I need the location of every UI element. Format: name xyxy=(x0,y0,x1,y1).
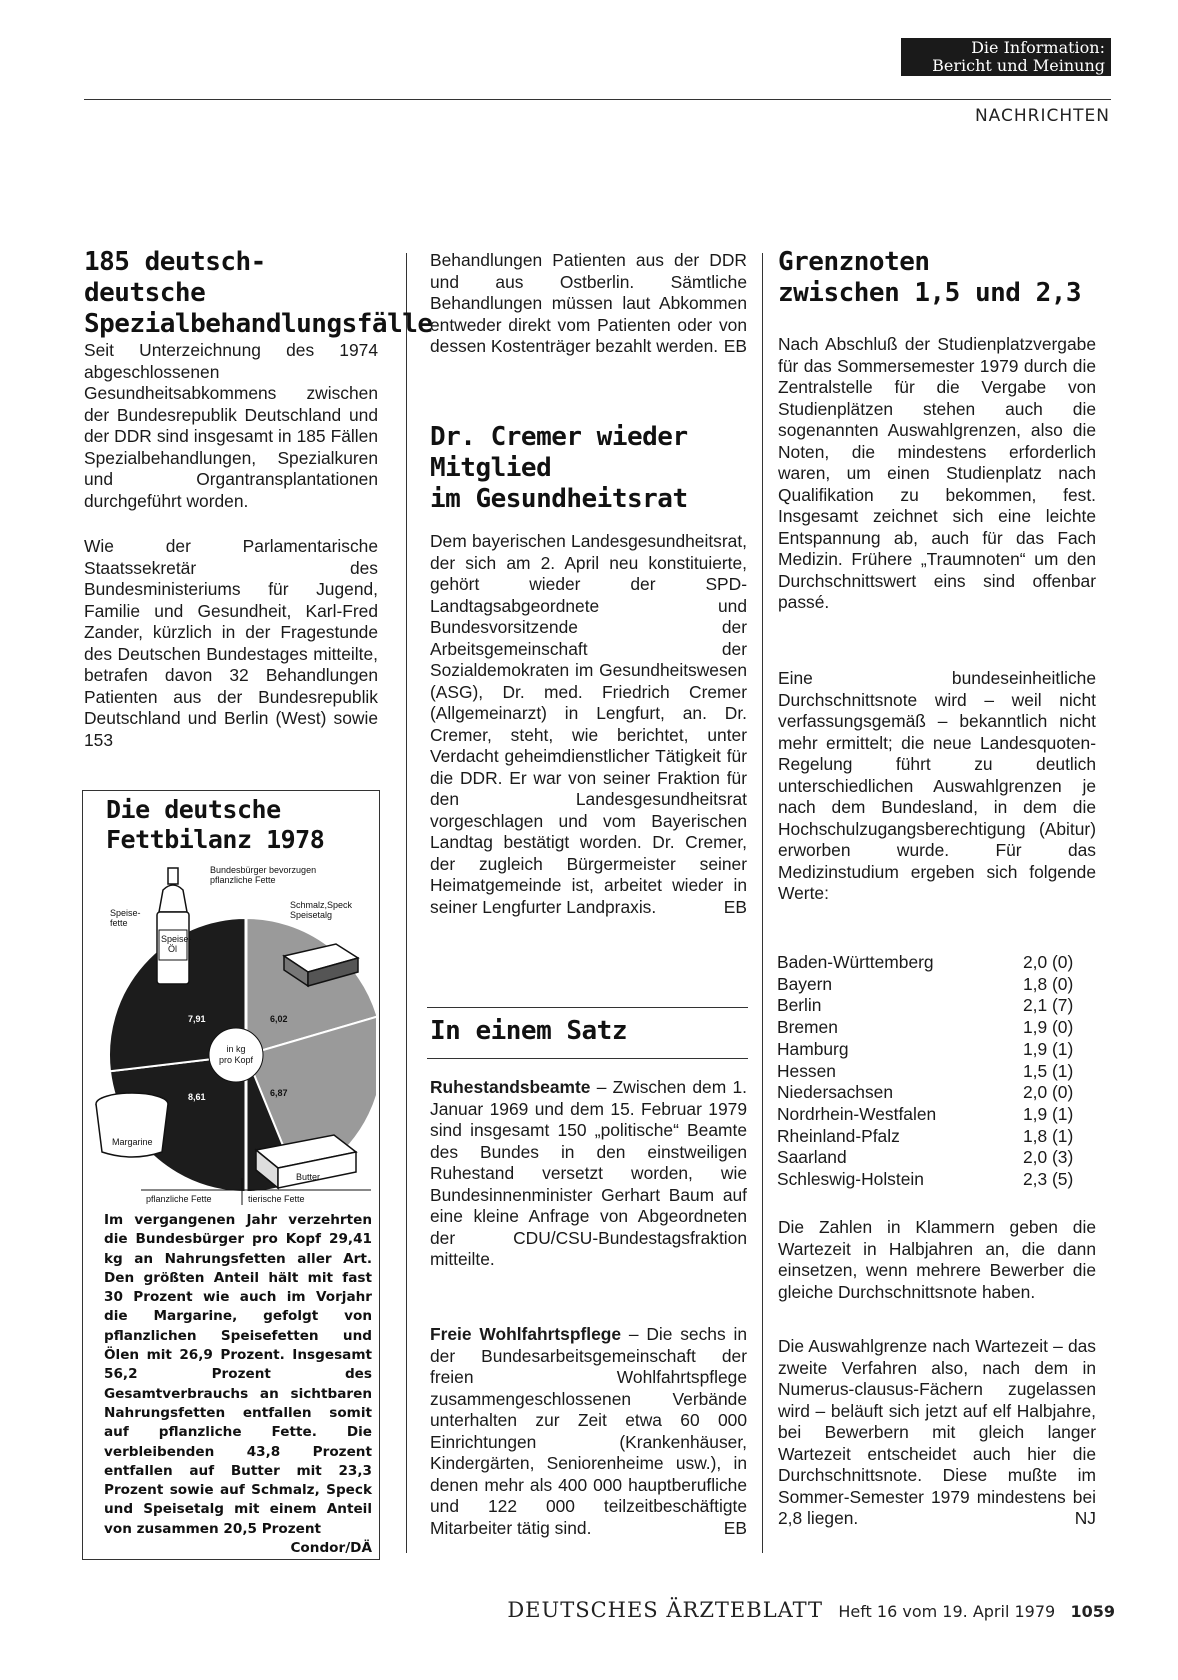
cremer-body xyxy=(430,531,747,918)
grades-value: 2,0 (3) xyxy=(1023,1147,1074,1168)
satz-item-ruhestand-text: – Zwischen dem 1. Januar 1969 und dem 15. Februar 1979 sind insgesamt 150 „politische“ Beamte des Bundes in den einstweiligen Ruhestand versetzt worden, wie Bundesinnenminister Gerhart Baum auf eine kleine Anfrage von Abgeordneten der CDU/CSU-Bundestagsfraktion mitteilte. xyxy=(430,1077,747,1269)
badge-line-1: Die Information: xyxy=(971,38,1105,57)
satz-item-wohlfahrt xyxy=(430,1324,747,1539)
note-top-line-1: Bundesbürger bevorzugen xyxy=(210,865,317,875)
grades-value: 1,9 (0) xyxy=(1023,1017,1074,1038)
satz-rule-bottom xyxy=(427,1058,748,1059)
header-rule xyxy=(84,99,1111,100)
grades-land: Saarland xyxy=(777,1147,847,1168)
grades-land: Nordrhein-Westfalen xyxy=(777,1103,937,1124)
grades-value: 1,5 (1) xyxy=(1023,1060,1074,1081)
satz-item-ruhestand xyxy=(430,1077,747,1271)
fettbilanz-chart xyxy=(86,860,376,1205)
headline-spezial-line-2: Spezialbehandlungsfälle xyxy=(84,309,433,339)
note-top-line-2: pflanzliche Fette xyxy=(210,875,276,885)
grades-row xyxy=(777,995,1095,1017)
grades-row xyxy=(777,974,1095,996)
satz-item-wohlfahrt-runin: Freie Wohlfahrtspflege xyxy=(430,1324,622,1344)
grenznoten-paragraph-4 xyxy=(778,1336,1096,1530)
satz-signature: EB xyxy=(723,1517,747,1538)
grades-value: 2,0 (0) xyxy=(1023,952,1074,972)
fettbilanz-caption xyxy=(104,1211,372,1558)
headline-grenznoten-line-1: Grenznoten xyxy=(778,247,930,277)
value-label-speiseoel: 7,91 xyxy=(188,1014,206,1024)
pie-center-label-1: in kg xyxy=(226,1044,246,1054)
grades-row xyxy=(777,1061,1095,1083)
grades-table xyxy=(777,952,1095,1191)
grades-row xyxy=(777,1169,1095,1191)
headline-cremer-line-1: Dr. Cremer wieder xyxy=(430,422,688,452)
grades-value: 1,8 (1) xyxy=(1023,1125,1074,1146)
grenznoten-paragraph-2: Eine bundeseinheitliche Durchschnittsnote wird – weil nicht verfassungsgemäß – bekanntlich nicht mehr ermittelt; die neue Landesquoten-Regelung führt zu deutlich unterschiedlichen Auswahlgrenzen je nach dem Bundesland, in dem die Hochschulzugangsberechtigung (Abitur) erworben wurde. Für das Medizinstudium ergeben sich folgende Werte: xyxy=(778,668,1096,903)
value-label-margarine: 8,61 xyxy=(188,1092,206,1102)
spezial-continuation-text: Behandlungen Patienten aus der DDR und aus Ostberlin. Sämtliche Behandlungen müssen laut Abkommen entweder direkt vom Patienten oder von dessen Kostenträger bezahlt werden. xyxy=(430,250,747,356)
section-badge xyxy=(901,38,1111,76)
headline-grenznoten-line-2: zwischen 1,5 und 2,3 xyxy=(778,278,1082,308)
grades-row xyxy=(777,1147,1095,1169)
grades-value: 2,0 (0) xyxy=(1023,1082,1074,1103)
grades-value: 2,3 (5) xyxy=(1023,1169,1074,1190)
grades-land: Niedersachsen xyxy=(777,1082,894,1103)
headline-cremer xyxy=(430,422,750,515)
pie-center-label-2: pro Kopf xyxy=(218,1055,254,1065)
cremer-signature: EB xyxy=(723,896,747,917)
grades-land: Schleswig-Holstein xyxy=(777,1169,924,1190)
section-label: NACHRICHTEN xyxy=(974,106,1110,126)
spezial-signature: EB xyxy=(723,336,747,356)
oil-bottle-icon xyxy=(157,868,189,984)
fettbilanz-title-line-1: Die deutsche xyxy=(106,795,281,824)
headline-spezial-line-1: 185 deutsch-deutsche xyxy=(84,247,266,308)
value-label-butter: 6,87 xyxy=(270,1088,288,1098)
fettbilanz-title-line-2: Fettbilanz 1978 xyxy=(106,825,325,854)
grades-value: 1,9 (1) xyxy=(1023,1038,1074,1059)
spezial-paragraph-2: Wie der Parlamentarische Staatssekretär des Bundesministeriums für Jugend, Familie und Gesundheit, Karl-Fred Zander, kürzlich in der Fragestunde des Deutschen Bundestages mitteilte, betrafen davon 32 Behandlungen Patienten aus der Bundesrepublik Deutschland und Berlin (West) sowie 153 xyxy=(84,536,378,750)
grades-land: Bremen xyxy=(777,1017,838,1038)
page-footer xyxy=(460,1598,1115,1622)
grades-row xyxy=(777,1082,1095,1104)
footer-page-number: 1059 xyxy=(1070,1602,1115,1621)
satz-rule-top xyxy=(427,1007,748,1008)
label-schmalz-1: Schmalz,Speck xyxy=(290,900,353,910)
label-butter: Butter xyxy=(296,1172,321,1182)
label-speisefette-1: Speise- xyxy=(110,908,141,918)
headline-satz: In einem Satz xyxy=(430,1016,627,1046)
fettbilanz-caption-text: Im vergangenen Jahr verzehrten die Bundesbürger pro Kopf 29,41 kg an Nahrungsfetten aller Art. Den größten Anteil hält mit fast 30 Prozent wie auch im Vorjahr die Margarine, gefolgt von pflanzlichen Speisefetten und Ölen mit 26,9 Prozent. Insgesamt 56,2 Prozent des Gesamtverbrauchs an sichtbaren Nahrungsfetten entfallen somit auf pflanzliche Fette. Die verbleibenden 43,8 Prozent entfallen auf Butter mit 23,3 Prozent sowie auf Schmalz, Speck und Speisetalg mit einem Anteil von zusammen 20,5 Prozent xyxy=(104,1212,372,1537)
badge-line-2: Bericht und Meinung xyxy=(932,56,1105,75)
grades-land: Berlin xyxy=(777,995,822,1016)
legend-plant: pflanzliche Fette xyxy=(146,1194,212,1204)
headline-cremer-line-2: Mitglied xyxy=(430,453,552,483)
value-label-schmalz: 6,02 xyxy=(270,1014,288,1024)
satz-item-ruhestand-runin: Ruhestandsbeamte xyxy=(430,1077,591,1097)
footer-journal: DEUTSCHES ÄRZTEBLATT xyxy=(507,1598,824,1622)
grades-value: 2,1 (7) xyxy=(1023,995,1074,1016)
grades-row xyxy=(777,1017,1095,1039)
grades-land: Rheinland-Pfalz xyxy=(777,1125,900,1146)
label-speisefette-2: fette xyxy=(110,918,128,928)
grades-land: Hessen xyxy=(777,1060,836,1081)
grades-land: Bayern xyxy=(777,973,833,994)
column-rule-right xyxy=(762,253,763,1553)
label-margarine: Margarine xyxy=(112,1137,153,1147)
label-schmalz-2: Speisetalg xyxy=(290,910,333,920)
column-rule-left xyxy=(406,253,407,1553)
grenznoten-signature: NJ xyxy=(1074,1508,1096,1528)
grades-value: 1,9 (1) xyxy=(1023,1103,1074,1124)
satz-item-wohlfahrt-text: – Die sechs in der Bundesarbeitsgemeinschaft der freien Wohlfahrtspflege zusammengeschlossenen Verbände unterhalten zur Zeit etwa 60 000 Einrichtungen (Krankenhäuser, Kindergärten, Seniorenheime usw.), in denen mehr als 400 000 hauptberufliche und 122 000 teilzeitbeschäftigte Mitarbeiter tätig sind. xyxy=(430,1324,747,1538)
grenznoten-paragraph-4-text: Die Auswahlgrenze nach Wartezeit – das zweite Verfahren also, nach dem in Numerus-clausus-Fächern zugelassen wird – beläuft sich jetzt auf elf Halbjahre, bei Bewerbern mit gleich langer Wartezeit entscheidet auch hier die Durchschnittsnote. Diese mußte im Sommer-Semester 1979 mindestens bei 2,8 liegen. xyxy=(778,1336,1096,1528)
grenznoten-paragraph-3: Die Zahlen in Klammern geben die Wartezeit in Halbjahren an, die dann einsetzen, wenn mehrere Bewerber die gleiche Durchschnittsnote haben. xyxy=(778,1217,1096,1302)
label-speiseoel-2: Öl xyxy=(168,944,177,954)
spezial-continuation xyxy=(430,250,747,358)
label-speiseoel-1: Speise- xyxy=(161,934,192,944)
headline-grenznoten xyxy=(778,247,1108,309)
grades-row xyxy=(777,1104,1095,1126)
grenznoten-paragraph-1: Nach Abschluß der Studienplatzvergabe für das Sommersemester 1979 durch die Zentralstelle für die Vergabe von Studienplätzen stehen auch die sogenannten Auswahlgrenzen, also die Noten, die mindestens erforderlich waren, um einen Studienplatz nach Qualifikation zu bekommen, fest. Insgesamt zeichnet sich eine leichte Entspannung ab, auch für das Fach Medizin. Frühere „Traumnoten“ um den Durchschnittswert eins sind offenbar passé. xyxy=(778,334,1096,612)
grades-land: Hamburg xyxy=(777,1038,849,1059)
grades-land: Baden-Württemberg xyxy=(777,952,934,972)
fettbilanz-credit: Condor/DÄ xyxy=(290,1540,372,1557)
headline-cremer-line-3: im Gesundheitsrat xyxy=(430,484,688,514)
footer-issue: Heft 16 vom 19. April 1979 xyxy=(838,1602,1056,1621)
grades-value: 1,8 (0) xyxy=(1023,973,1074,994)
cremer-body-text: Dem bayerischen Landesgesundheitsrat, der sich am 2. April neu konstituierte, gehört wieder der SPD-Landtagsabgeordnete und Bundesvorsitzende der Arbeitsgemeinschaft der Sozialdemokraten im Gesundheitswesen (ASG), Dr. med. Friedrich Cremer (Allgemeinarzt) in Lengfurt, an. Dr. Cremer, steht, wie berichtet, unter Verdacht geheimdienstlicher Tätigkeit für die DDR. Er war von seiner Fraktion für den Landesgesundheitsrat vorgeschlagen und vom Bayerischen Landtag bestätigt worden. Dr. Cremer, der zugleich Bürgermeister seiner Heimatgemeinde ist, arbeitet wieder in seiner Lengfurter Landpraxis. xyxy=(430,531,747,917)
margarine-tub-icon xyxy=(96,1093,168,1157)
headline-spezial xyxy=(84,247,433,340)
grades-row xyxy=(777,952,1095,974)
grades-row xyxy=(777,1039,1095,1061)
fettbilanz-title xyxy=(106,795,366,855)
spezial-paragraph-1: Seit Unterzeichnung des 1974 abgeschlossenen Gesundheitsabkommens zwischen der Bundesrepublik Deutschland und der DDR sind insgesamt in 185 Fällen Spezialbehandlungen, Spezialkuren und Organtransplantationen durchgeführt worden. xyxy=(84,340,378,511)
legend-animal: tierische Fette xyxy=(248,1194,305,1204)
grades-row xyxy=(777,1126,1095,1148)
